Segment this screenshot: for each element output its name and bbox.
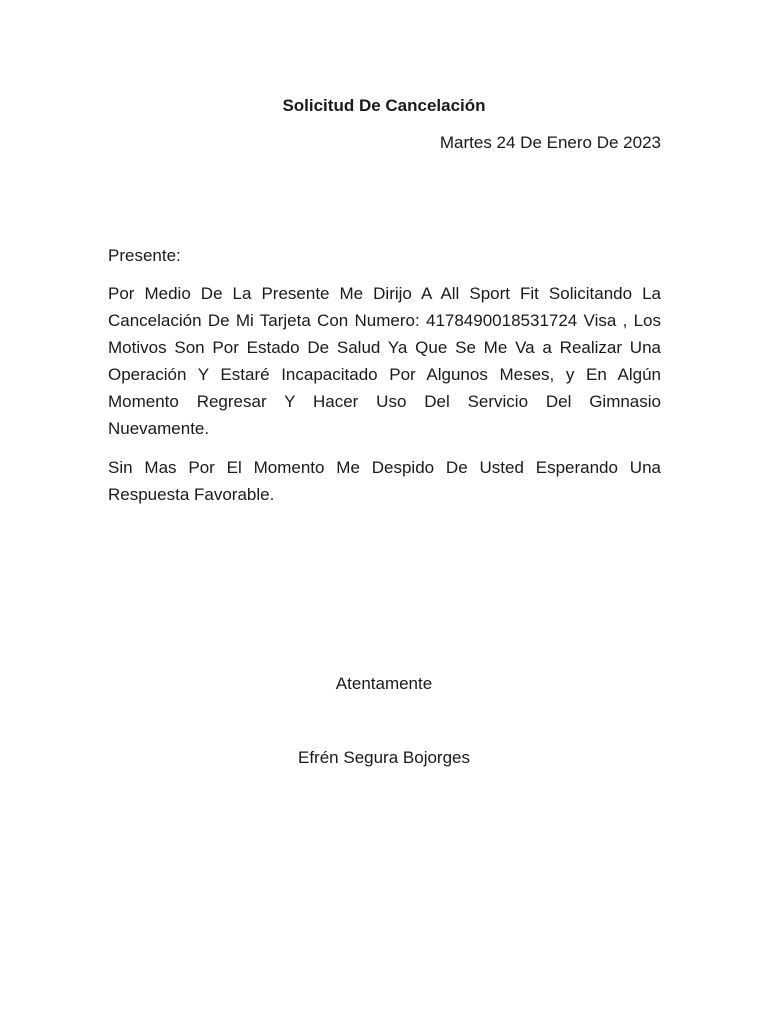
letter-date: Martes 24 De Enero De 2023 (439, 133, 661, 152)
body-paragraph: Sin Mas Por El Momento Me Despido De Usted Esperando Una Respuesta Favorable. (108, 458, 661, 504)
letter-title: Solicitud De Cancelación (282, 96, 486, 115)
body-paragraph: Por Medio De La Presente Me Dirijo A All Sport Fit Solicitando La Cancelación De Mi Tarjeta Con Numero: 4178490018531724 Visa , Los Motivos Son Por Estado De Salud Ya Que Se Me Va a Realizar Una Operación Y Estaré Incapacitado Por Algunos Meses, y En Algún Momento Regresar Y Hacer Uso Del Servicio Del Gimnasio Nuevamente. (108, 284, 661, 438)
letter-greeting: Presente: (108, 246, 181, 265)
signer-name: Efrén Segura Bojorges (298, 748, 470, 767)
letter-closing: Atentamente (335, 674, 433, 693)
